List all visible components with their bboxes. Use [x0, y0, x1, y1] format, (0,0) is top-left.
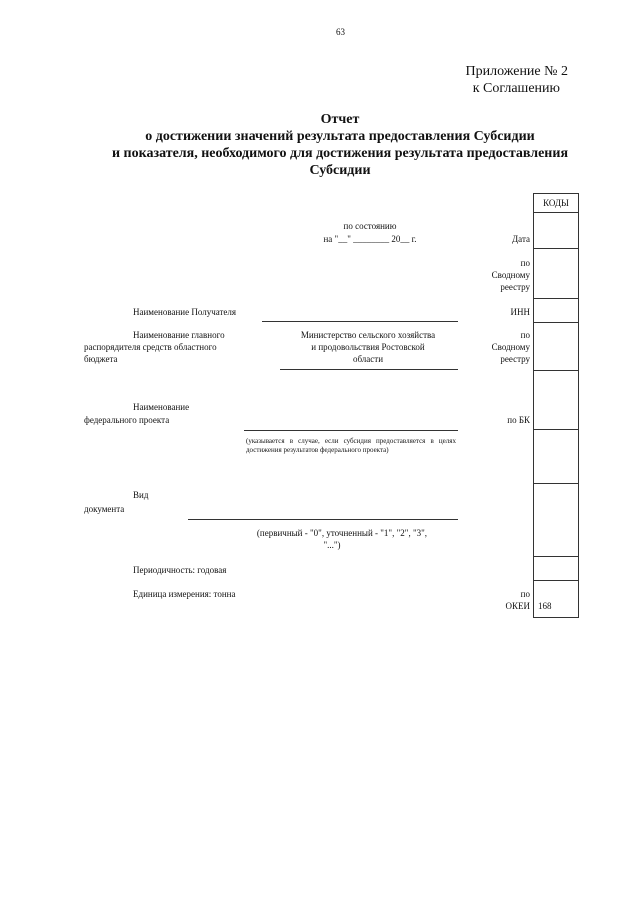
reestr2-line-2: Сводному [491, 342, 530, 352]
date-label: Дата [512, 234, 530, 244]
recipient-label: Наименование Получателя [133, 307, 237, 317]
doc-type-note-line-1: (первичный - "0", уточненный - "1", "2", "3", [256, 528, 428, 538]
code-cell-bk[interactable] [533, 370, 579, 430]
manager-value-line-3: области [352, 354, 384, 364]
title-line-1: Отчет [320, 112, 360, 127]
doc-type-field-line[interactable] [188, 519, 458, 520]
manager-field-line [280, 369, 458, 370]
doc-type-label-line-2: документа [84, 504, 125, 514]
manager-label-line-2: распорядителя средств областного [84, 342, 217, 352]
manager-value-line-2: и продовольствия Ростовской [311, 342, 425, 352]
code-cell-inn[interactable] [533, 298, 579, 323]
okei-code-value: 168 [538, 601, 552, 611]
project-label-line-2: федерального проекта [84, 415, 170, 425]
okei-line-1: по [520, 589, 530, 599]
recipient-field-line[interactable] [262, 321, 458, 322]
title-line-3: и показателя, необходимого для достижения результата предоставления [111, 146, 569, 161]
manager-label-line-3: бюджета [84, 354, 118, 364]
code-cell-periodicity[interactable] [533, 556, 579, 581]
page-number: 63 [336, 27, 345, 37]
appendix-line-1: Приложение № 2 [465, 64, 568, 79]
unit-label: Единица измерения: тонна [133, 589, 236, 599]
periodicity-label: Периодичность: годовая [133, 565, 227, 575]
project-field-line[interactable] [244, 430, 458, 431]
reestr2-line-3: реестру [500, 354, 530, 364]
appendix-line-2: к Соглашению [472, 81, 560, 96]
code-cell-blank-1[interactable] [533, 429, 579, 484]
reestr1-line-2: Сводному [491, 270, 530, 280]
okei-line-2: ОКЕИ [505, 601, 530, 611]
title-line-4: Субсидии [309, 163, 371, 178]
doc-type-label-line-1: Вид [133, 490, 149, 500]
code-cell-reestr-2[interactable] [533, 322, 579, 371]
reestr1-line-1: по [520, 258, 530, 268]
project-label-line-1: Наименование [133, 402, 190, 412]
bk-label: по БК [507, 415, 530, 425]
doc-type-note-line-2: "...") [323, 540, 341, 550]
code-cell-doc-type[interactable] [533, 483, 579, 557]
code-cell-date[interactable] [533, 212, 579, 249]
manager-label-line-1: Наименование главного [133, 330, 225, 340]
manager-value-line-1: Министерство сельского хозяйства [300, 330, 436, 340]
codes-header: КОДЫ [533, 193, 579, 213]
status-date: на "__" ________ 20__ г. [323, 234, 417, 244]
reestr1-line-3: реестру [500, 282, 530, 292]
project-note: (указывается в случае, если субсидия предоставляется в целях достижения результатов федерального проекта) [246, 437, 456, 454]
code-cell-reestr-1[interactable] [533, 248, 579, 299]
inn-label: ИНН [510, 307, 530, 317]
status-label: по состоянию [343, 221, 397, 231]
reestr2-line-1: по [520, 330, 530, 340]
code-cell-okei[interactable] [533, 580, 579, 618]
title-line-2: о достижении значений результата предоставления Субсидии [145, 129, 535, 144]
